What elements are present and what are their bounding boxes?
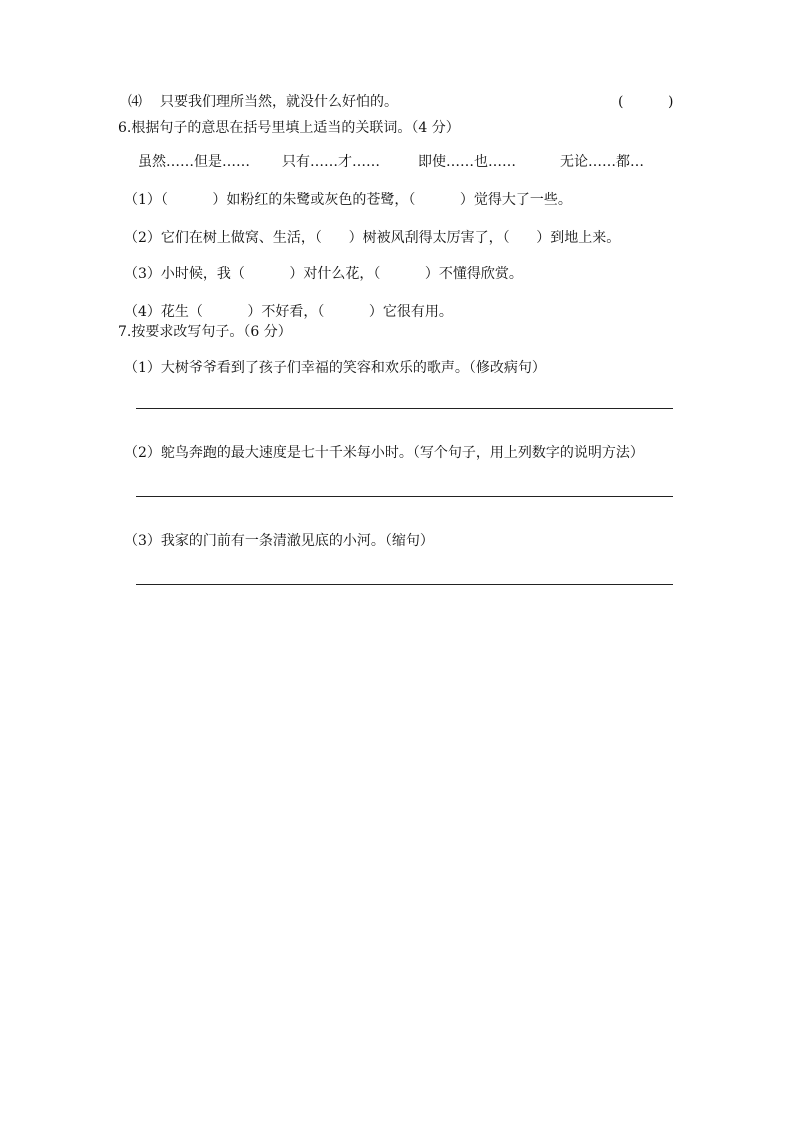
q6-option: 无论……都… <box>560 154 644 170</box>
q7-item-3: （3）我家的门前有一条清澈见底的小河。（缩句） <box>124 533 434 549</box>
q6-item-2[interactable]: （2）它们在树上做窝、生活，（ ）树被风刮得太厉害了，（ ）到地上来。 <box>124 230 621 246</box>
q5-item4-text: 只要我们理所当然，就没什么好怕的。 <box>160 94 398 110</box>
q6-title: 6.根据句子的意思在括号里填上适当的关联词。（4 分） <box>118 120 460 136</box>
q6-item-4[interactable]: （4）花生（ ）不好看，（ ）它很有用。 <box>124 304 453 320</box>
q7-item-2: （2）鸵鸟奔跑的最大速度是七十千米每小时。（写个句子，用上列数字的说明方法） <box>124 445 644 461</box>
q6-item-3[interactable]: （3）小时候，我（ ）对什么花，（ ）不懂得欣赏。 <box>124 266 523 282</box>
q7-item-1: （1）大树爷爷看到了孩子们幸福的笑容和欢乐的歌声。（修改病句） <box>124 360 546 376</box>
q6-option: 只有……才…… <box>282 154 380 170</box>
q7-item-1-answer-line[interactable] <box>136 408 673 409</box>
q6-option: 虽然……但是…… <box>138 154 250 170</box>
q7-item-2-answer-line[interactable] <box>136 496 673 497</box>
q5-item4-answer-paren[interactable]: ( ) <box>618 94 674 110</box>
q7-title: 7.按要求改写句子。（6 分） <box>118 324 292 340</box>
q7-item-3-answer-line[interactable] <box>136 584 673 585</box>
q6-option: 即使……也…… <box>418 154 516 170</box>
q6-item-1[interactable]: （1）（ ）如粉红的朱鹭或灰色的苍鹭，（ ）觉得大了一些。 <box>124 192 572 208</box>
q5-item4-marker: ⑷ <box>128 94 142 110</box>
